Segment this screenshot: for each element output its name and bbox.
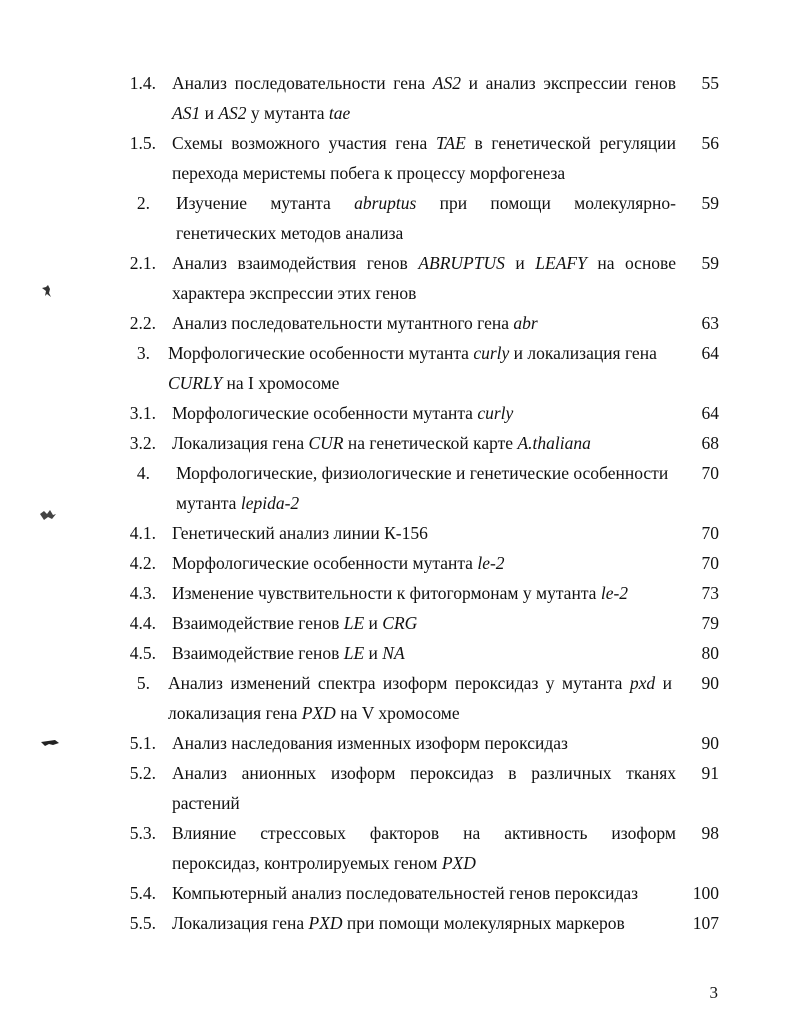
title-text: растений <box>172 793 240 813</box>
title-text: Морфологические особенности мутанта <box>172 403 478 423</box>
entry-title-line <box>172 308 676 338</box>
title-text: и <box>504 253 536 273</box>
entry-title <box>172 458 676 518</box>
entry-number: 3.1. <box>129 403 156 423</box>
entry-title-line <box>172 818 676 848</box>
entry-title-line <box>172 248 676 278</box>
title-text: Анализ последовательности гена <box>172 73 433 93</box>
entry-title-line <box>172 638 676 668</box>
entry-page-number: 59 <box>701 253 719 273</box>
gene-name: LE <box>343 613 365 633</box>
entry-number: 4.1. <box>129 523 156 543</box>
entry-number: 2.1. <box>129 253 156 273</box>
entry-page-number: 55 <box>701 73 719 93</box>
gene-name: curly <box>473 343 510 363</box>
entry-title <box>172 758 676 818</box>
entry-page-number: 59 <box>701 193 719 213</box>
title-text: и локализация гена <box>509 343 657 363</box>
entry-title <box>172 578 676 608</box>
entry-title-line <box>172 788 676 818</box>
gene-name: NA <box>382 643 405 663</box>
entry-title-line <box>172 848 676 878</box>
entry-page-number: 64 <box>701 343 719 363</box>
gene-name: le-2 <box>477 553 505 573</box>
entry-title-line <box>172 548 676 578</box>
title-text: Изучение мутанта <box>176 193 355 213</box>
entry-number: 5.2. <box>129 763 156 783</box>
entry-title <box>172 728 676 758</box>
title-text: и <box>655 673 672 693</box>
page-number: 3 <box>709 983 718 1002</box>
entry-title-line <box>172 128 676 158</box>
entry-number: 5.5. <box>129 913 156 933</box>
gene-name: A.thaliana <box>517 433 591 453</box>
gene-name: CRG <box>382 613 418 633</box>
entry-number: 1.4. <box>129 73 156 93</box>
title-text: на I хромосоме <box>222 373 340 393</box>
gene-name: le-2 <box>600 583 629 603</box>
title-text: и <box>364 643 383 663</box>
entry-title <box>172 518 676 548</box>
title-text: Анализ изменений спектра изоформ пероксидаз у мутанта <box>168 673 630 693</box>
gene-name: lepida-2 <box>240 493 300 513</box>
title-text: Анализ наследования изменных изоформ пероксидаз <box>172 733 568 753</box>
title-text: Анализ взаимодействия генов <box>172 253 419 273</box>
gene-name: abr <box>513 313 538 333</box>
entry-number: 4.3. <box>129 583 156 603</box>
entry-number: 2.2. <box>129 313 156 333</box>
gene-name: PXD <box>301 703 336 723</box>
title-text: перехода меристемы побега к процессу морфогенеза <box>172 163 566 183</box>
title-text: и анализ экспрессии генов <box>460 73 676 93</box>
entry-page-number: 100 <box>692 883 719 903</box>
entry-title-line <box>172 518 676 548</box>
entry-page-number: 91 <box>701 763 719 783</box>
title-text: Взаимодействие генов <box>172 613 344 633</box>
entry-title-line <box>172 758 676 788</box>
entry-title <box>172 308 676 338</box>
title-text: и <box>364 613 383 633</box>
entry-title-line <box>172 68 676 98</box>
entry-title <box>168 338 672 398</box>
entry-number: 5. <box>136 673 150 693</box>
title-text: генетических методов анализа <box>176 223 404 243</box>
entry-page-number: 90 <box>701 733 719 753</box>
gene-name: AS1 <box>172 103 201 123</box>
entry-title-line <box>168 368 672 398</box>
title-text: локализация гена <box>168 703 302 723</box>
entry-page-number: 56 <box>701 133 719 153</box>
gene-name: PXD <box>441 853 476 873</box>
entry-title-line <box>172 188 676 218</box>
entry-title-line <box>168 668 672 698</box>
entry-page-number: 70 <box>701 523 719 543</box>
title-text: при помощи молекулярно- <box>416 193 676 213</box>
title-text: у мутанта <box>246 103 329 123</box>
margin-mark-icon <box>38 508 58 522</box>
title-text: Анализ последовательности мутантного гена <box>172 313 514 333</box>
gene-name: LE <box>343 643 365 663</box>
entry-title-line <box>172 488 676 518</box>
entry-number: 3. <box>136 343 150 363</box>
entry-title <box>172 908 676 938</box>
title-text: Морфологические особенности мутанта <box>172 553 478 573</box>
title-text: Морфологические особенности мутанта <box>168 343 474 363</box>
entry-title-line <box>172 398 676 428</box>
entry-number: 4.2. <box>129 553 156 573</box>
title-text: характера экспрессии этих генов <box>172 283 417 303</box>
margin-mark-icon <box>40 284 56 298</box>
gene-name: ABRUPTUS <box>418 253 505 273</box>
entry-page-number: 98 <box>701 823 719 843</box>
title-text: мутанта <box>176 493 241 513</box>
entry-page-number: 90 <box>701 673 719 693</box>
title-text: пероксидаз, контролируемых геном <box>172 853 442 873</box>
gene-name: LEAFY <box>535 253 587 273</box>
title-text: Взаимодействие генов <box>172 643 344 663</box>
entry-title <box>172 68 676 128</box>
entry-page-number: 73 <box>701 583 719 603</box>
entry-title <box>172 548 676 578</box>
entry-title <box>172 638 676 668</box>
title-text: Генетический анализ линии К-156 <box>172 523 428 543</box>
entry-page-number: 80 <box>701 643 719 663</box>
entry-number: 5.4. <box>129 883 156 903</box>
entry-page-number: 63 <box>701 313 719 333</box>
entry-page-number: 107 <box>692 913 719 933</box>
title-text: Анализ анионных изоформ пероксидаз в различных тканях <box>172 763 676 783</box>
entry-title-line <box>168 338 672 368</box>
gene-name: abruptus <box>354 193 417 213</box>
title-text: Схемы возможного участия гена <box>172 133 436 153</box>
entry-title <box>172 818 676 878</box>
entry-title <box>172 878 676 908</box>
entry-title <box>172 188 676 248</box>
title-text: в генетической регуляции <box>465 133 676 153</box>
entry-title-line <box>172 878 676 908</box>
title-text: Локализация гена <box>172 913 309 933</box>
gene-name: PXD <box>308 913 343 933</box>
entry-number: 3.2. <box>129 433 156 453</box>
margin-mark-icon <box>40 738 60 748</box>
entry-title-line <box>172 578 676 608</box>
title-text: на V хромосоме <box>335 703 460 723</box>
gene-name: CURLY <box>168 373 223 393</box>
entry-number: 4. <box>136 463 150 483</box>
title-text: на генетической карте <box>343 433 518 453</box>
entry-page-number: 70 <box>701 463 719 483</box>
entry-title <box>172 128 676 188</box>
entry-title-line <box>168 698 672 728</box>
entry-page-number: 79 <box>701 613 719 633</box>
title-text: на основе <box>586 253 676 273</box>
title-text: и <box>200 103 219 123</box>
gene-name: curly <box>477 403 514 423</box>
title-text: Морфологические, физиологические и генетические особенности <box>176 463 669 483</box>
entry-page-number: 64 <box>701 403 719 423</box>
entry-number: 5.3. <box>129 823 156 843</box>
entry-title-line <box>172 728 676 758</box>
title-text: при помощи молекулярных маркеров <box>342 913 625 933</box>
entry-title-line <box>172 458 676 488</box>
entry-title <box>172 608 676 638</box>
entry-page-number: 70 <box>701 553 719 573</box>
gene-name: tae <box>328 103 351 123</box>
entry-title <box>172 248 676 308</box>
title-text: Локализация гена <box>172 433 309 453</box>
entry-title-line <box>172 158 676 188</box>
entry-number: 4.4. <box>129 613 156 633</box>
entry-title-line <box>172 278 676 308</box>
gene-name: CUR <box>308 433 344 453</box>
entry-number: 5.1. <box>129 733 156 753</box>
gene-name: AS2 <box>432 73 461 93</box>
title-text: Влияние стрессовых факторов на активность изоформ <box>172 823 676 843</box>
entry-title-line <box>172 608 676 638</box>
entry-title-line <box>172 218 676 248</box>
gene-name: AS2 <box>218 103 247 123</box>
entry-page-number: 68 <box>701 433 719 453</box>
entry-number: 4.5. <box>129 643 156 663</box>
entry-title <box>168 668 672 728</box>
entry-title-line <box>172 98 676 128</box>
entry-title <box>172 428 676 458</box>
title-text: Компьютерный анализ последовательностей генов пероксидаз <box>172 883 639 903</box>
entry-number: 1.5. <box>129 133 156 153</box>
gene-name: pxd <box>629 673 656 693</box>
entry-title-line <box>172 908 676 938</box>
gene-name: TAE <box>435 133 466 153</box>
title-text: Изменение чувствительности к фитогормонам у мутанта <box>172 583 601 603</box>
entry-number: 2. <box>136 193 150 213</box>
entry-title <box>172 398 676 428</box>
entry-title-line <box>172 428 676 458</box>
